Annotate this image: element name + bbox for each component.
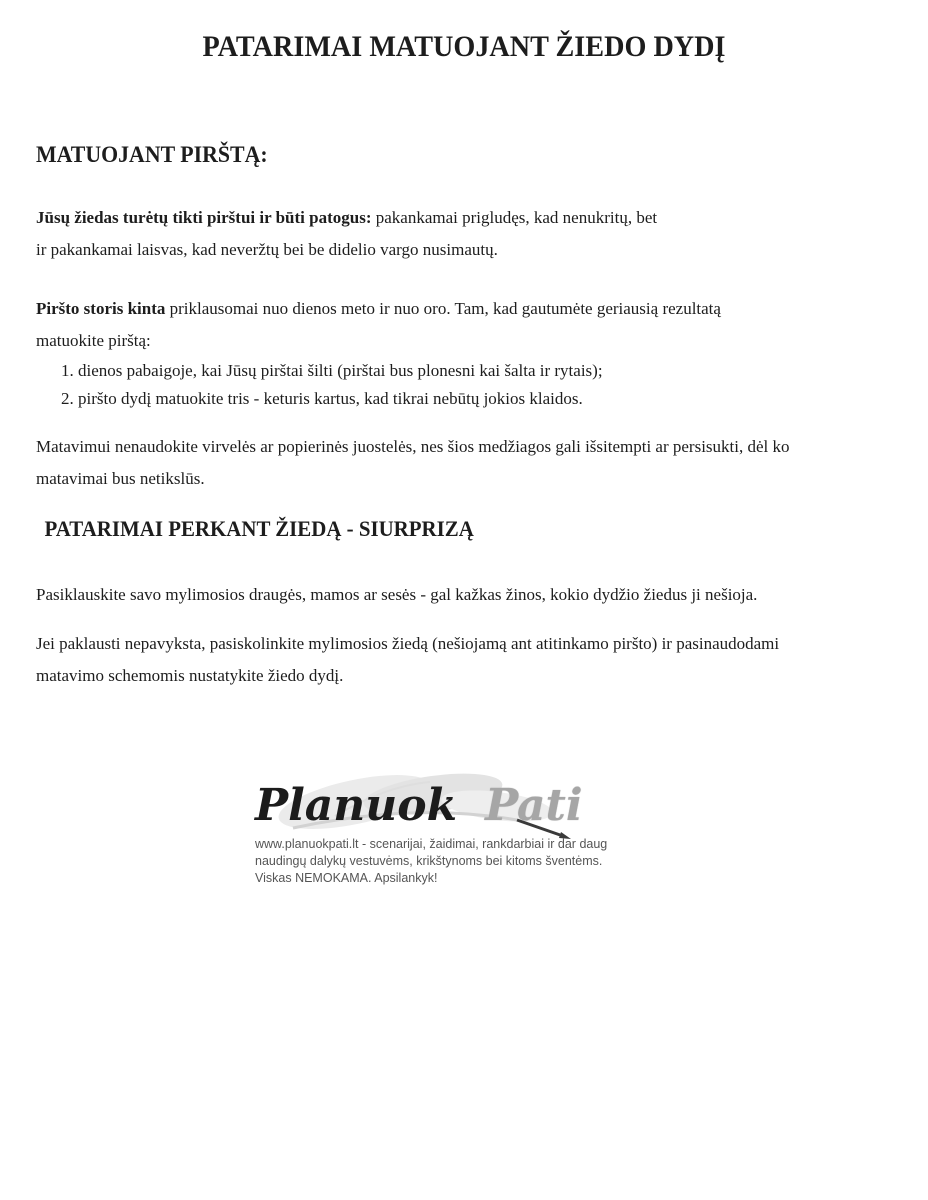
section-heading-surprise-ring: PATARIMAI PERKANT ŽIEDĄ - SIURPRIZĄ <box>44 516 474 541</box>
paragraph-line: Pasiklauskite savo mylimosios draugės, mamos ar sesės - gal kažkas žinos, kokio dydžio žiedus ji nešioja. <box>36 585 758 604</box>
paragraph-ask-friends <box>36 579 892 611</box>
paragraph-line <box>36 299 721 318</box>
paragraph-line: ir pakankamai laisvas, kad neveržtų bei be didelio vargo nusimautų. <box>36 240 498 259</box>
paragraph-line: matavimai bus netikslūs. <box>36 469 205 488</box>
document-content <box>0 28 928 896</box>
list-item: 2. piršto dydį matuokite tris - keturis kartus, kad tikrai nebūtų jokios klaidos. <box>78 385 892 413</box>
logo-caption-line: Viskas NEMOKAMA. Apsilankyk! <box>255 871 438 885</box>
paragraph-line: matuokite pirštą: <box>36 331 151 350</box>
paragraph-ring-fit <box>36 202 892 266</box>
measuring-tips-list <box>36 357 892 413</box>
paragraph-borrow-ring <box>36 628 892 692</box>
brand-wordmark <box>255 780 583 832</box>
paragraph-lead-bold: Jūsų žiedas turėtų tikti pirštui ir būti patogus: <box>36 208 372 227</box>
paragraph-line <box>36 208 657 227</box>
paragraph-line: matavimo schemomis nustatykite žiedo dydį. <box>36 666 344 685</box>
planuokpati-logo <box>255 766 675 896</box>
paragraph-lead-bold: Piršto storis kinta <box>36 299 166 318</box>
paragraph-no-string <box>36 431 892 495</box>
brand-primary-text: Planuok <box>255 780 458 831</box>
paragraph-finger-thickness <box>36 293 892 357</box>
paragraph-text: pakankamai prigludęs, kad nenukritų, bet <box>371 208 658 227</box>
page-title: PATARIMAI MATUOJANT ŽIEDO DYDĮ <box>202 30 726 63</box>
brand-secondary-text: Pati <box>485 780 583 831</box>
list-item: 1. dienos pabaigoje, kai Jūsų pirštai šilti (pirštai bus plonesni kai šalta ir rytais); <box>78 357 892 385</box>
logo-caption <box>255 836 607 887</box>
logo-caption-line: www.planuokpati.lt - scenarijai, žaidimai, rankdarbiai ir dar daug <box>255 837 608 851</box>
paragraph-line: Matavimui nenaudokite virvelės ar popierinės juostelės, nes šios medžiagos gali išsitempti ar persisukti, dėl ko <box>36 437 790 456</box>
section-heading-measuring-finger: MATUOJANT PIRŠTĄ: <box>36 142 268 167</box>
paragraph-line: Jei paklausti nepavyksta, pasiskolinkite mylimosios žiedą (nešiojamą ant atitinkamo piršto) ir pasinaudodami <box>36 634 780 653</box>
logo-caption-line: naudingų dalykų vestuvėms, krikštynoms bei kitoms šventėms. <box>255 854 603 868</box>
paragraph-text: priklausomai nuo dienos meto ir nuo oro. Tam, kad gautumėte geriausią rezultatą <box>165 299 721 318</box>
